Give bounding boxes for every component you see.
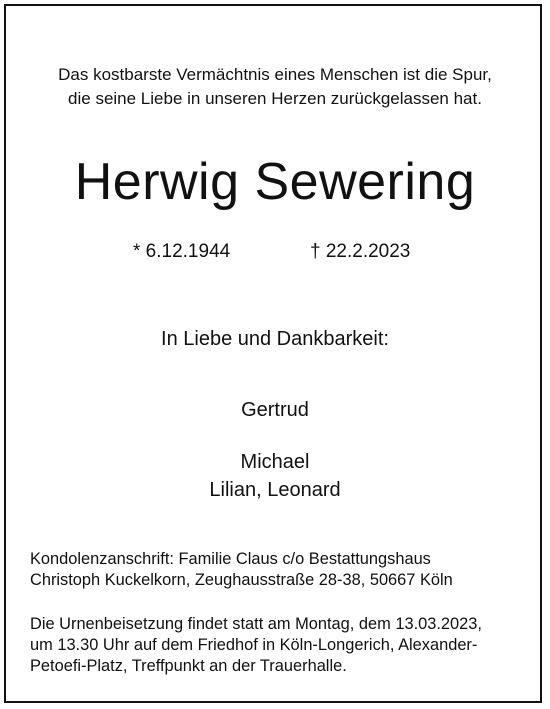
mourners-intro: In Liebe und Dankbarkeit: bbox=[161, 328, 389, 350]
mourner-name: Lilian, Leonard bbox=[209, 479, 341, 501]
memorial-quote bbox=[0, 63, 550, 111]
death-date: † 22.2.2023 bbox=[310, 241, 411, 262]
deceased-name: Herwig Sewering bbox=[74, 153, 476, 211]
condolence-address bbox=[30, 549, 522, 591]
burial-line-1: Die Urnenbeisetzung findet statt am Montag, dem 13.03.2023, bbox=[30, 615, 482, 633]
mourner-name: Michael bbox=[240, 451, 310, 473]
condolence-line-1: Kondolenzanschrift: Familie Claus c/o Bestattungshaus bbox=[30, 550, 431, 568]
burial-notice bbox=[30, 614, 522, 677]
quote-line-2: die seine Liebe in unseren Herzen zurückgelassen hat. bbox=[68, 89, 482, 108]
birth-date: * 6.12.1944 bbox=[133, 241, 231, 262]
condolence-line-2: Christoph Kuckelkorn, Zeughausstraße 28-38, 50667 Köln bbox=[30, 571, 453, 589]
burial-line-3: Petoefi-Platz, Treffpunkt an der Trauerhalle. bbox=[30, 657, 347, 675]
burial-line-2: um 13.30 Uhr auf dem Friedhof in Köln-Longerich, Alexander- bbox=[30, 636, 478, 654]
quote-line-1: Das kostbarste Vermächtnis eines Menschen ist die Spur, bbox=[58, 65, 492, 84]
mourner-name: Gertrud bbox=[241, 399, 309, 421]
